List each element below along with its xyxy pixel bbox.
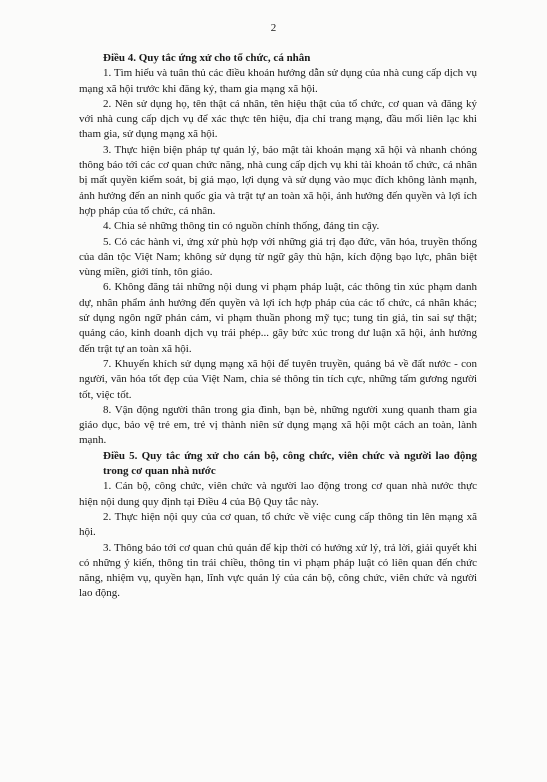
- article-5-clause-3: 3. Thông báo tới cơ quan chủ quản để kịp thời có hướng xử lý, trả lời, giải quyết khi có những ý kiến, thông tin trái chiều, thông tin vi phạm pháp luật có liên quan đến chức năng, nhiệm vụ, quyền hạn, lĩnh vực quản lý của cán bộ, công chức, viên chức và người lao động.: [79, 541, 477, 600]
- article-4-clause-7: 7. Khuyến khích sử dụng mạng xã hội để tuyên truyền, quảng bá về đất nước - con người, văn hóa tốt đẹp của Việt Nam, chia sẻ thông tin tích cực, những tấm gương người tốt, việc tốt.: [79, 357, 477, 401]
- article-4-clause-3: 3. Thực hiện biện pháp tự quản lý, bảo mật tài khoản mạng xã hội và nhanh chóng thông báo tới các cơ quan chức năng, nhà cung cấp dịch vụ khi tài khoản tổ chức, cá nhân bị mất quyền kiểm soát, bị giả mạo, lợi dụng và sử dụng vào mục đích không lành mạnh, ảnh hưởng đến an ninh quốc gia và trật tự an toàn xã hội, ảnh hưởng đến quyền và lợi ích hợp pháp của tổ chức, cá nhân.: [79, 143, 477, 217]
- article-5: [79, 449, 477, 602]
- article-5-clause-1: 1. Cán bộ, công chức, viên chức và người lao động trong cơ quan nhà nước thực hiện nội dung quy định tại Điều 4 của Bộ Quy tắc này.: [79, 480, 477, 508]
- article-4-clause-6: 6. Không đăng tải những nội dung vi phạm pháp luật, các thông tin xúc phạm danh dự, nhân phẩm ảnh hưởng đến quyền và lợi ích hợp pháp của các tổ chức, cá nhân khác; sử dụng ngôn ngữ phản cảm, vi phạm thuần phong mỹ tục; tung tin giả, tin sai sự thật; quảng cáo, kinh doanh dịch vụ trái phép... gây bức xúc trong dư luận xã hội, ảnh hưởng đến trật tự an toàn xã hội.: [79, 281, 477, 355]
- article-4-clause-8: 8. Vận động người thân trong gia đình, bạn bè, những người xung quanh tham gia giáo dục, bảo vệ trẻ em, trẻ vị thành niên sử dụng mạng xã hội một cách an toàn, lành mạnh.: [79, 403, 477, 447]
- document-body: [79, 51, 477, 602]
- article-5-clause-2: 2. Thực hiện nội quy của cơ quan, tổ chức về việc cung cấp thông tin lên mạng xã hội.: [79, 510, 477, 539]
- article-4-clause-5: 5. Có các hành vi, ứng xử phù hợp với những giá trị đạo đức, văn hóa, truyền thống của dân tộc Việt Nam; không sử dụng từ ngữ gây thù hận, kích động bạo lực, phân biệt vùng miền, giới tính, tôn giáo.: [79, 235, 477, 279]
- article-5-heading: Điều 5. Quy tắc ứng xử cho cán bộ, công chức, viên chức và người lao động trong cơ quan nhà nước: [103, 449, 477, 478]
- article-4-clause-1: 1. Tìm hiểu và tuân thủ các điều khoản hướng dẫn sử dụng của nhà cung cấp dịch vụ mạng xã hội trước khi đăng ký, tham gia mạng xã hội.: [79, 67, 477, 95]
- article-4-clause-2: 2. Nên sử dụng họ, tên thật cá nhân, tên hiệu thật của tổ chức, cơ quan và đăng ký với nhà cung cấp dịch vụ để xác thực tên hiệu, địa chỉ trang mạng, đầu mối liên lạc khi tham gia, sử dụng mạng xã hội.: [79, 97, 477, 141]
- article-4-clause-4: 4. Chia sẻ những thông tin có nguồn chính thống, đáng tin cậy.: [103, 220, 380, 233]
- article-4: [79, 51, 477, 449]
- article-4-heading: Điều 4. Quy tắc ứng xử cho tổ chức, cá nhân: [103, 52, 311, 64]
- page-number: 2: [270, 22, 277, 34]
